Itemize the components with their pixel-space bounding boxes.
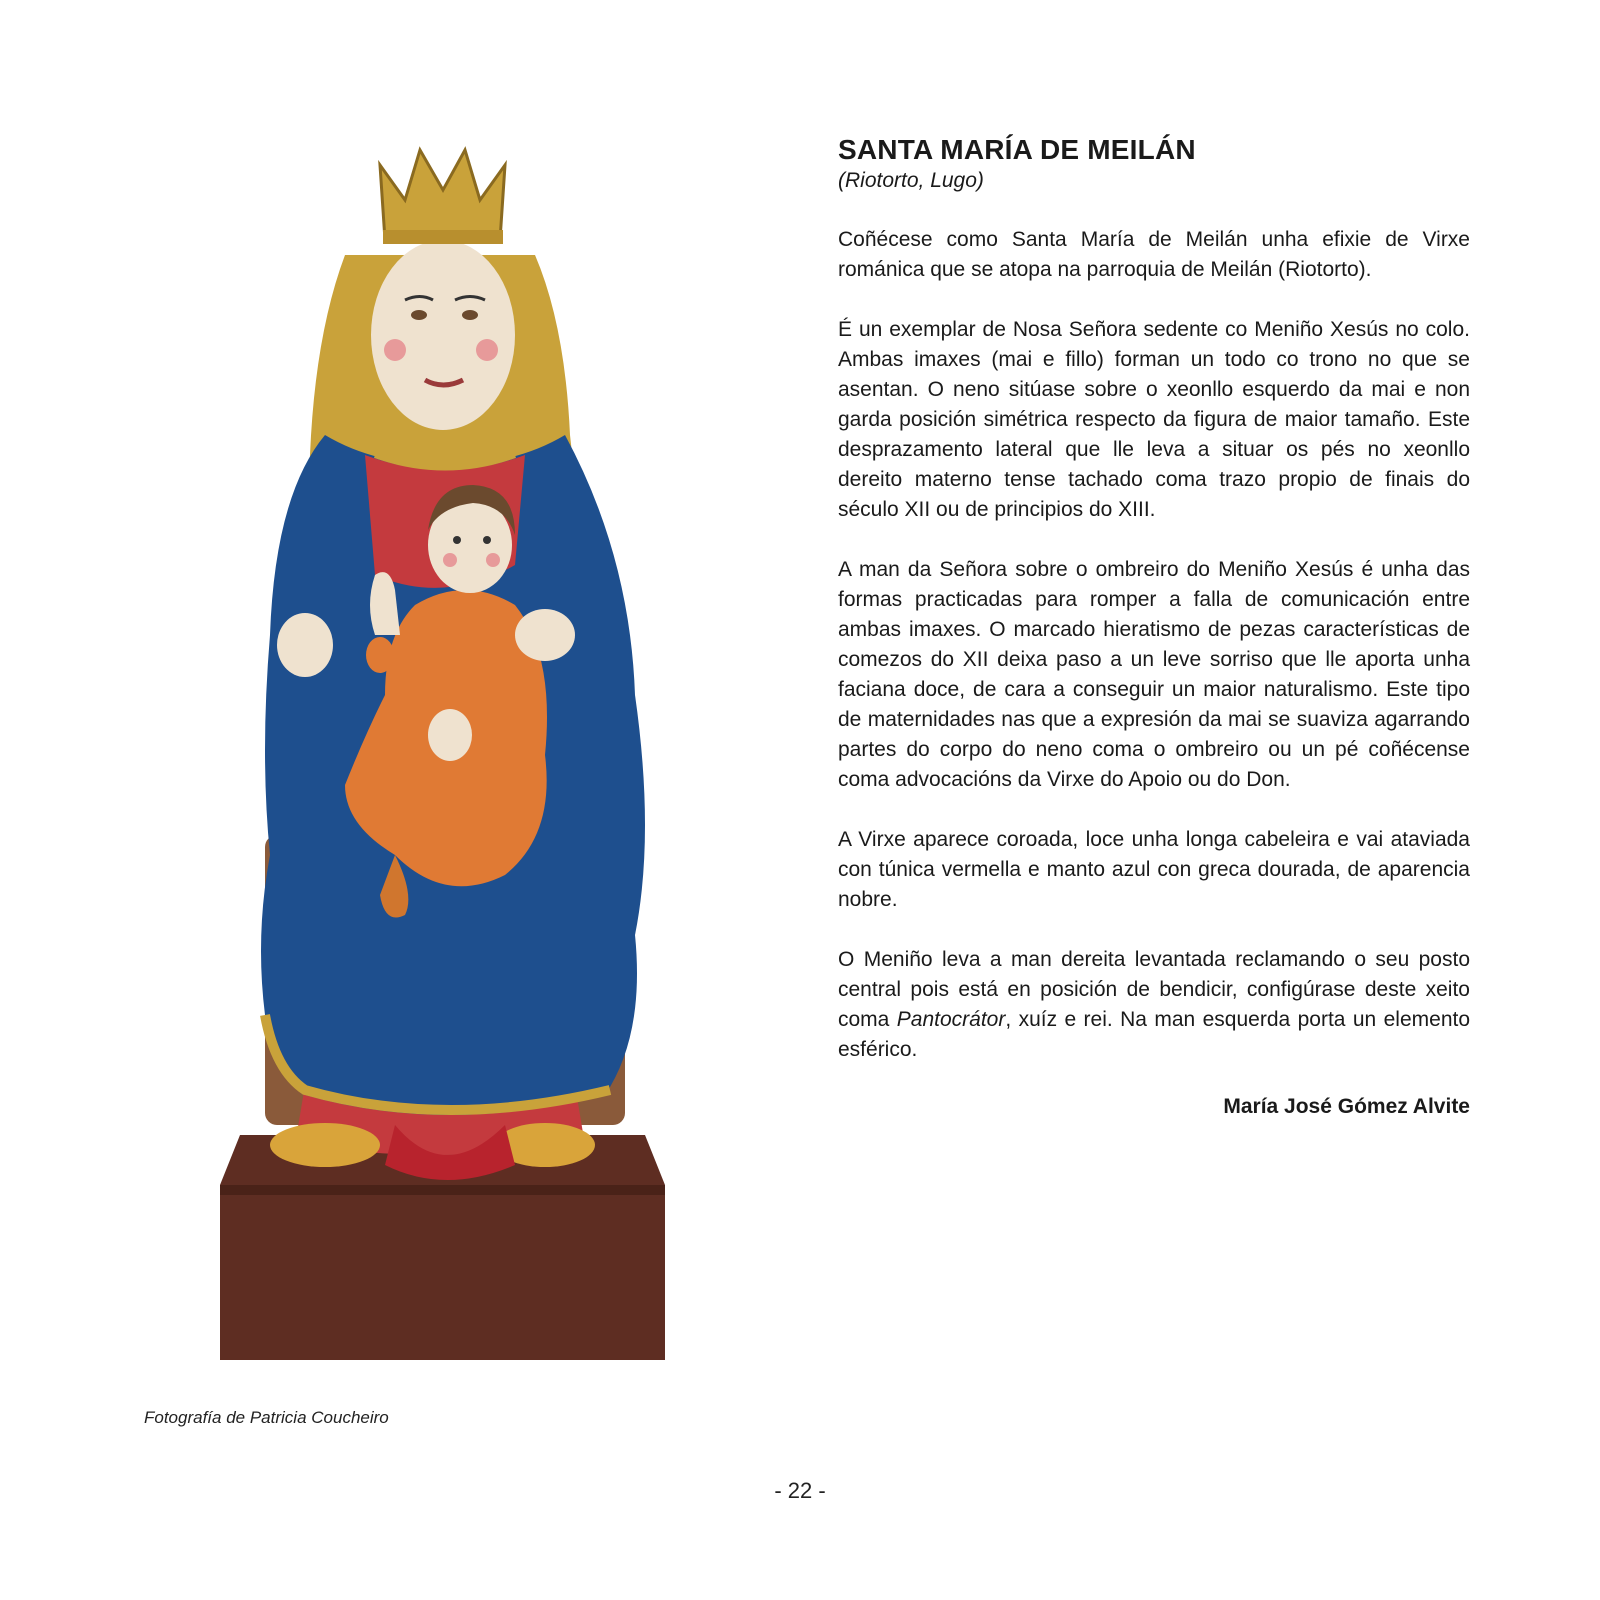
paragraph-4: A Virxe aparece coroada, loce unha longa cabeleira e vai ataviada con túnica vermella e manto azul con greca dourada, de aparencia nobre.	[838, 828, 1470, 912]
paragraph-3: A man da Señora sobre o ombreiro do Meniño Xesús é unha das formas practicadas para romper a falla de comunicación entre ambas imaxes. O marcado hieratismo de pezas características de comezos do XII deixa paso a un leve sorriso que lle aporta unha faciana doce, de cara a conseguir un maior naturalismo. Este tipo de maternidades nas que a expresión da mai se suaviza agarrando partes do corpo do neno coma o ombreiro ou un pé coñécense coma advocacións da Virxe do Apoio ou do Don.	[838, 558, 1470, 792]
photo-caption: Fotografía de Patricia Coucheiro	[144, 1408, 389, 1427]
virgin-face	[371, 240, 515, 430]
statue-photo	[215, 135, 670, 1365]
paragraph-1: Coñécese como Santa María de Meilán unha efixie de Virxe románica que se atopa na parroquia de Meilán (Riotorto).	[838, 228, 1470, 282]
paragraph-5-text-end: , xuíz e rei. Na man esquerda porta un elemento esférico.	[838, 1008, 1471, 1062]
crown	[380, 150, 505, 240]
paragraph-2: É un exemplar de Nosa Señora sedente co Meniño Xesús no colo. Ambas imaxes (mai e fillo) forman un todo co trono no que se asentan. O neno sitúase sobre o xeonllo esquerdo da mai e non garda posición simétrica respecto da figura de maior tamaño. Este desprazamento lateral que lle leva a situar os pés no xeonllo dereito materno tense tachado coma trazo propio de finais do século XII ou de principios do XIII.	[838, 318, 1470, 522]
page-number: - 22 -	[774, 1478, 826, 1503]
paragraph-5-emphasis: Pantocrátor	[896, 1008, 1006, 1032]
virgin-and-child-statue-image	[215, 135, 670, 1365]
paragraph-5	[838, 945, 1470, 1065]
paragraph-5-text-start: O Meniño leva a man dereita levantada reclamando o seu posto central pois está en posición de bendicir, configúrase deste xeito coma	[838, 948, 1470, 1032]
article-title: SANTA MARÍA DE MEILÁN	[838, 134, 1196, 165]
article-subtitle: (Riotorto, Lugo)	[838, 169, 984, 193]
author-name: María José Gómez Alvite	[1223, 1095, 1470, 1119]
article	[838, 134, 1470, 1119]
